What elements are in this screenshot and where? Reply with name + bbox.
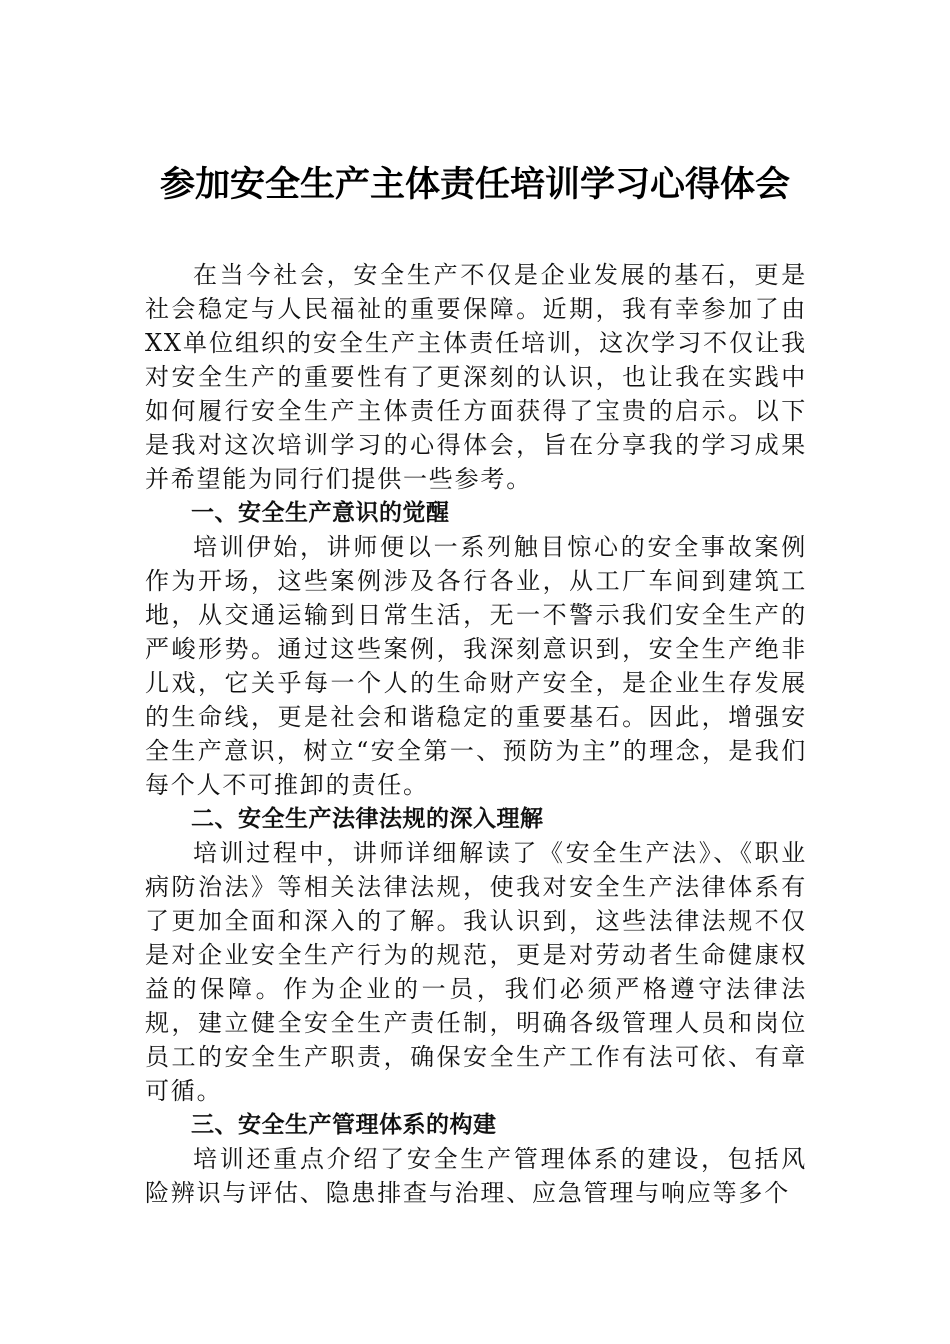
- section-heading-2: 二、安全生产法律法规的深入理解: [191, 806, 544, 832]
- section-heading-3: 三、安全生产管理体系的构建: [191, 1112, 497, 1138]
- document-title: 参加安全生产主体责任培训学习心得体会: [159, 164, 790, 205]
- section-heading-1: 一、安全生产意识的觉醒: [191, 500, 450, 526]
- section-paragraph-1: 培训伊始，讲师便以一系列触目惊心的安全事故案例作为开场，这些案例涉及各行各业，从工厂车间到建筑工地，从交通运输到日常生活，无一不警示我们安全生产的严峻形势。通过这些案例，我深刻意识到，安全生产绝非儿戏，它关乎每一个人的生命财产安全，是企业生存发展的生命线，更是社会和谐稳定的重要基石。因此，增强安全生产意识，树立“安全第一、预防为主”的理念，是我们每个人不可推卸的责任。: [145, 533, 807, 799]
- document-body: [145, 258, 807, 1210]
- section-paragraph-2: 培训过程中，讲师详细解读了《安全生产法》、《职业病防治法》等相关法律法规，使我对安全生产法律体系有了更加全面和深入的了解。我认识到，这些法律法规不仅是对企业安全生产行为的规范，更是对劳动者生命健康权益的保障。作为企业的一员，我们必须严格遵守法律法规，建立健全安全生产责任制，明确各级管理人员和岗位员工的安全生产职责，确保安全生产工作有法可依、有章可循。: [145, 839, 807, 1105]
- intro-paragraph: 在当今社会，安全生产不仅是企业发展的基石，更是社会稳定与人民福祉的重要保障。近期，我有幸参加了由XX单位组织的安全生产主体责任培训，这次学习不仅让我对安全生产的重要性有了更深刻的认识，也让我在实践中如何履行安全生产主体责任方面获得了宝贵的启示。以下是我对这次培训学习的心得体会，旨在分享我的学习成果并希望能为同行们提供一些参考。: [145, 261, 807, 493]
- section-paragraph-3: 培训还重点介绍了安全生产管理体系的建设，包括风险辨识与评估、隐患排查与治理、应急管理与响应等多个: [145, 1145, 807, 1207]
